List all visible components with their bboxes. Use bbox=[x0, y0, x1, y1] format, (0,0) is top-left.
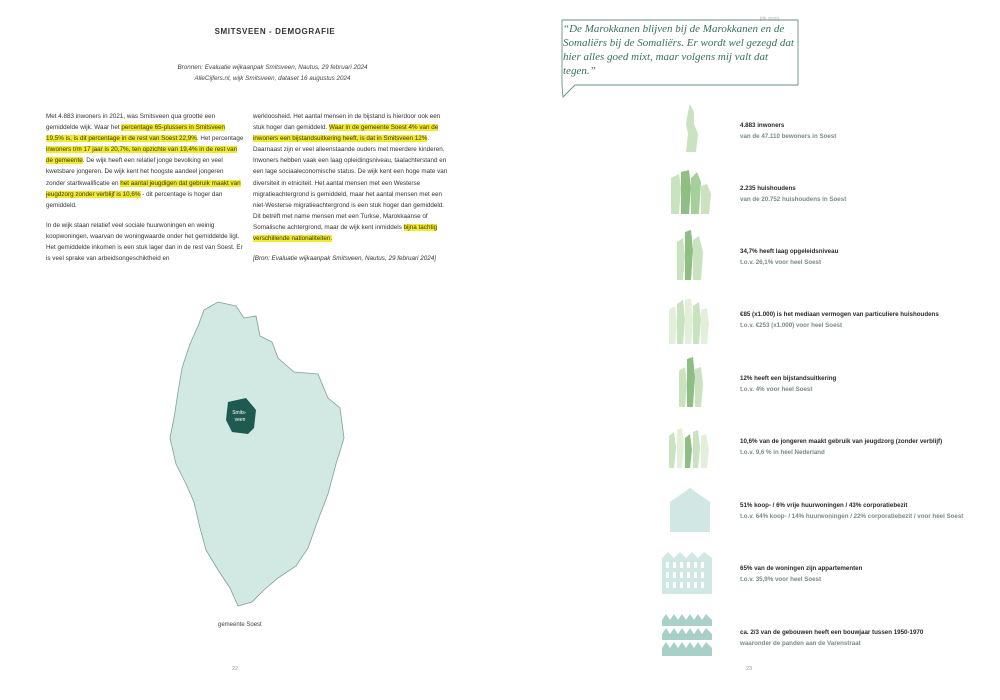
sources-block bbox=[120, 62, 425, 84]
stat-bouwjaar bbox=[740, 629, 923, 647]
paragraph: In de wijk staan relatief veel sociale huurwoningen en weinig koopwoningen, waarvan de woningwaarde onder het gemiddelde ligt. Het gemiddelde inkomen is een stuk lager dan in de rest van Soest. Er is veel sprake van arbeidsongeschiktheid en bbox=[46, 221, 243, 263]
stat-jeugdzorg bbox=[740, 438, 942, 456]
stat-title: 2.235 huishoudens bbox=[740, 185, 796, 192]
single-person-silhouette-icon bbox=[680, 104, 704, 152]
row-houses-icon bbox=[662, 614, 712, 656]
stat-inwoners bbox=[740, 122, 836, 140]
stat-title: 51% koop- / 6% vrije huurwoningen / 43% corporatiebezit bbox=[740, 502, 908, 509]
stat-sub: t.o.v. €253 (x1.000) voor heel Soest bbox=[740, 322, 843, 329]
stat-title: 12% heeft een bijstandsuitkering bbox=[740, 375, 837, 382]
body-text: . De wijk heeft een relatief jonge bevolking en veel kwetsbare jongeren. De wijk kent het hoogste aandeel jongeren zonder startkwalificatie en bbox=[46, 157, 224, 187]
highlighted-text: Waar in de gemeente Soest 4% van de inwoners een bijstandsuitkering heeft, is dat in Smitsveen 12% bbox=[253, 124, 439, 143]
stat-sub: t.o.v. 35,9% voor heel Soest bbox=[740, 576, 822, 583]
source-line: AlleCijfers.nl, wijk Smitsveen, dataset 16 augustus 2024 bbox=[194, 75, 351, 82]
body-text: . Het percentage bbox=[196, 135, 244, 143]
smitsveen-label-line1: Smits- bbox=[232, 410, 247, 416]
stat-title: 10,6% van de jongeren maakt gebruik van jeugdzorg (zonder verblijf) bbox=[740, 438, 943, 445]
house-icon bbox=[670, 488, 710, 532]
page-title: SMITSVEEN - DEMOGRAFIE bbox=[214, 27, 336, 36]
household-silhouettes-icon bbox=[669, 168, 713, 214]
stat-title: 4.883 inwoners bbox=[740, 122, 785, 129]
source-line: Bronnen: Evaluatie wijkaanpak Smitsveen, Nautus, 29 februari 2024 bbox=[177, 64, 368, 71]
highlighted-text: het aantal jeugdigen dat gebruik maakt van jeugdzorg zonder verblijf is 10,6% bbox=[46, 179, 241, 198]
body-text: - dit percentage is hoger dan gemiddeld. bbox=[46, 190, 223, 209]
youth-care-silhouettes-icon bbox=[667, 426, 713, 468]
stat-sub: waaronder de panden aan de Varenstraat bbox=[740, 640, 861, 647]
paragraph bbox=[253, 111, 453, 244]
page-number-right: 23 bbox=[746, 666, 753, 672]
reference-tag: [tfb 2020] bbox=[760, 16, 779, 21]
page-number-left: 22 bbox=[232, 666, 239, 672]
stat-sub: van de 47.110 bewoners in Soest bbox=[740, 133, 837, 140]
highlighted-text: inwoners t/m 17 jaar is 20,7%, ten opzichte van 19,4% in de rest van de gemeente bbox=[46, 146, 238, 165]
stat-title: €85 (x1.000) is het mediaan vermogen van particuliere huishoudens bbox=[740, 311, 939, 318]
body-text: . Daarnaast zijn er veel alleenstaande ouders met meerdere kinderen. Inwoners hebben vaak een laag opleidingsniveau, taalachterstand en een lage sociaaleconomische status. De wijk kent een hoge mate van diversiteit in etniciteit. Het aantal mensen met een Westerse migratieachtergrond is gemiddeld, maar het aantal mensen met een niet-Westerse migratieachtergrond is een stuk hoger dan gemiddeld. Dit betreft met name mensen met een Turkse, Marokkaanse of Somalische achtergrond, maar de wijk kent inmiddels bbox=[253, 135, 448, 231]
apartment-building-icon bbox=[662, 550, 712, 594]
stat-bijstand bbox=[740, 375, 836, 393]
gemeente-soest-shape bbox=[170, 302, 344, 606]
stat-sub: t.o.v. 64% koop- / 14% huurwoningen / 22% corporatiebezit / voor heel Soest bbox=[740, 513, 964, 520]
stat-woningbezit bbox=[740, 502, 963, 520]
body-text: werkloosheid. Het aantal mensen in de bijstand is hierdoor ook een stuk hoger dan gemiddeld. bbox=[253, 113, 441, 132]
quote-text: “De Marokkanen blijven bij de Marokkanen en de Somaliërs bij de Somaliërs. Er wordt wel gezegd dat hier alles goed mixt, maar volgens mij valt dat tegen.” bbox=[563, 23, 794, 77]
stat-sub: t.o.v. 26,1% voor heel Soest bbox=[740, 259, 822, 266]
body-text: Met 4.883 inwoners in 2021, was Smitsveen qua grootte een gemiddelde wijk. Waar het bbox=[46, 113, 216, 132]
smitsveen-label-line2: veen bbox=[234, 417, 246, 423]
source-citation: [Bron: Evaluatie wijkaanpak Smitsveen, Nautus, 29 februari 2024] bbox=[253, 255, 437, 263]
welfare-silhouettes-icon bbox=[677, 357, 705, 407]
stat-opleiding bbox=[740, 248, 838, 266]
education-silhouettes-icon bbox=[675, 230, 705, 280]
text-column-2 bbox=[253, 111, 453, 273]
stat-title: ca. 2/3 van de gebouwen heeft een bouwjaar tussen 1950-1970 bbox=[740, 629, 924, 636]
stat-vermogen bbox=[740, 311, 939, 329]
soest-map bbox=[168, 288, 358, 608]
stat-sub: t.o.v. 9,6 % in heel Nederland bbox=[740, 449, 825, 456]
highlighted-text: percentage 65-plussers in Smitsveen 19,5% is, is dit percentage in de rest van Soest 22,9% bbox=[46, 124, 225, 143]
map-caption: gemeente Soest bbox=[218, 622, 262, 628]
text-column-1 bbox=[46, 111, 244, 273]
stat-title: 65% van de woningen zijn appartementen bbox=[740, 565, 863, 572]
stat-sub: t.o.v. 4% voor heel Soest bbox=[740, 386, 813, 393]
paragraph bbox=[46, 111, 244, 211]
stat-huishoudens bbox=[740, 185, 846, 203]
stat-sub: van de 20.752 huishoudens in Soest bbox=[740, 196, 847, 203]
wealth-silhouettes-icon bbox=[667, 296, 711, 344]
highlighted-text: bijna tachtig verschillende nationaliteiten. bbox=[253, 223, 438, 243]
stat-appartementen bbox=[740, 565, 862, 583]
stat-title: 34,7% heeft laag opgeleidsniveau bbox=[740, 248, 839, 255]
